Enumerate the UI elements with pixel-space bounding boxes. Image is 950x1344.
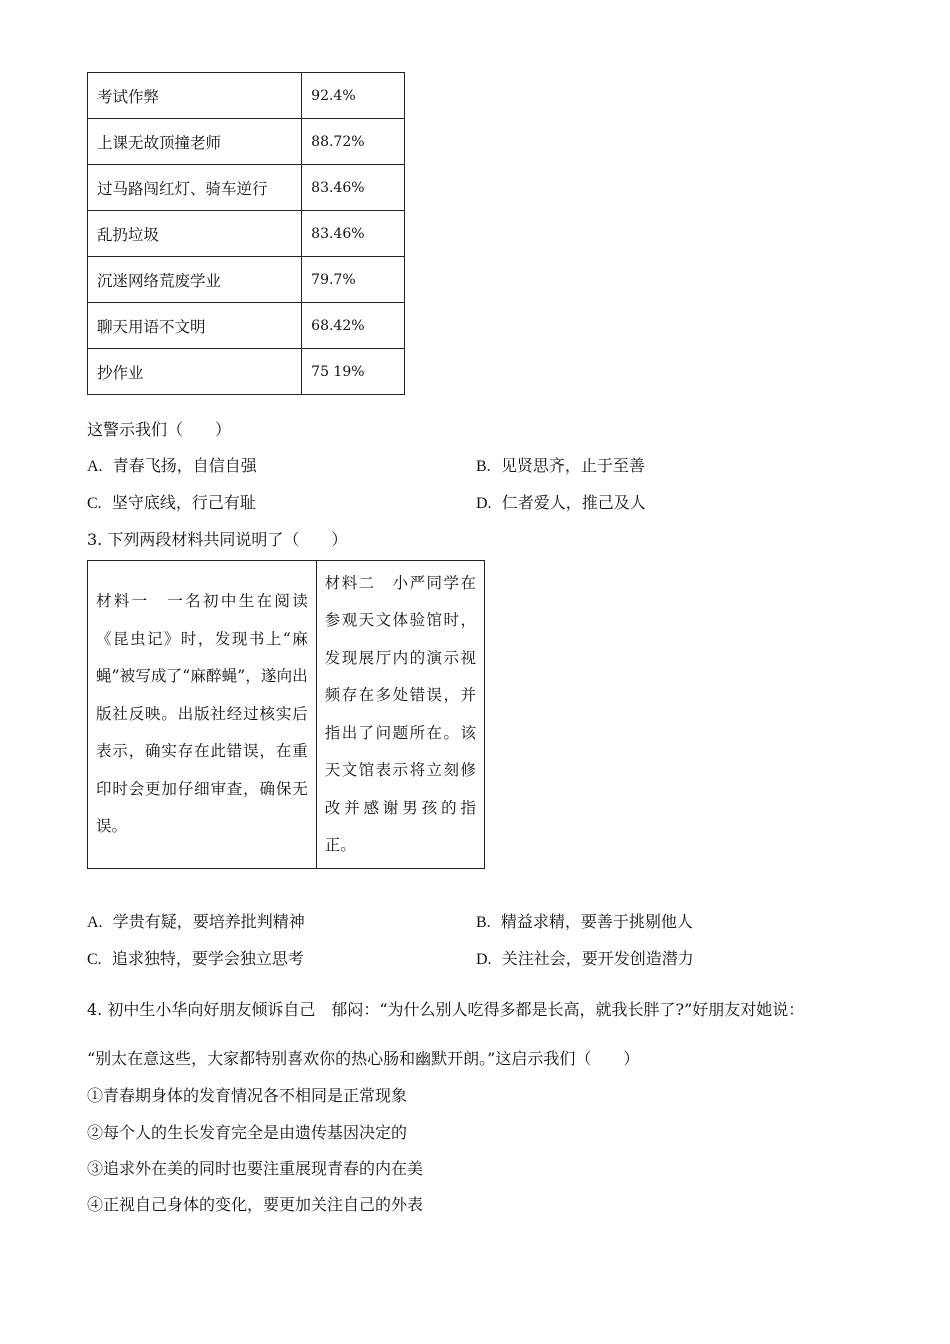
q2-option-c[interactable] [87, 490, 256, 513]
option-text: 学贵有疑，要培养批判精神 [112, 912, 305, 931]
q3-option-c[interactable] [87, 946, 304, 969]
table-row [88, 349, 405, 395]
table-row [88, 303, 405, 349]
survey-table [87, 72, 405, 395]
option-text: 仁者爱人，推己及人 [501, 493, 646, 512]
option-text: 坚守底线，行己有耻 [111, 493, 256, 512]
q4-item-2: ②每个人的生长发育完全是由遗传基因决定的 [87, 1123, 408, 1142]
percent-cell: 83.46% [302, 165, 405, 211]
option-letter: A. [87, 914, 103, 931]
table-row [88, 561, 485, 869]
behavior-cell: 聊天用语不文明 [88, 303, 302, 349]
option-letter: C. [87, 495, 102, 512]
materials-table [87, 560, 485, 869]
table-row [88, 165, 405, 211]
q4-item-3: ③追求外在美的同时也要注重展现青春的内在美 [87, 1159, 424, 1178]
behavior-cell: 抄作业 [88, 349, 302, 395]
behavior-cell: 上课无故顶撞老师 [88, 119, 302, 165]
option-text: 精益求精，要善于挑剔他人 [500, 912, 693, 931]
q4-stem-line2: “别太在意这些，大家都特别喜欢你的热心肠和幽默开朗。”这启示我们（ ） [87, 1049, 640, 1068]
table-row [88, 211, 405, 257]
percent-cell: 68.42% [302, 303, 405, 349]
behavior-cell: 过马路闯红灯、骑车逆行 [88, 165, 302, 211]
q2-option-b[interactable] [476, 453, 645, 476]
q2-option-a[interactable] [87, 453, 257, 476]
q3-stem: 3. 下列两段材料共同说明了（ ） [87, 530, 348, 549]
q3-option-b[interactable] [476, 909, 693, 932]
q4-item-4: ④正视自己身体的变化，要更加关注自己的外表 [87, 1195, 424, 1214]
option-text: 见贤思齐，止于至善 [500, 456, 645, 475]
option-letter: B. [476, 914, 491, 931]
q3-option-d[interactable] [476, 946, 694, 969]
option-letter: D. [476, 951, 492, 968]
behavior-cell: 沉迷网络荒废学业 [88, 257, 302, 303]
table-row [88, 119, 405, 165]
percent-cell: 75 19% [302, 349, 405, 395]
option-letter: B. [476, 458, 491, 475]
option-text: 青春飞扬，自信自强 [112, 456, 257, 475]
behavior-cell: 考试作弊 [88, 73, 302, 119]
table-row [88, 257, 405, 303]
option-letter: D. [476, 495, 492, 512]
option-letter: C. [87, 951, 102, 968]
material-two: 材料二 小严同学在参观天文体验馆时，发现展厅内的演示视频存在多处错误，并指出了问题所在。该天文馆表示将立刻修改并感谢男孩的指正。 [316, 561, 484, 869]
percent-cell: 92.4% [302, 73, 405, 119]
percent-cell: 83.46% [302, 211, 405, 257]
table-row [88, 73, 405, 119]
q3-option-a[interactable] [87, 909, 305, 932]
option-letter: A. [87, 458, 103, 475]
q2-stem: 这警示我们（ ） [87, 420, 232, 439]
option-text: 关注社会，要开发创造潜力 [501, 949, 694, 968]
percent-cell: 88.72% [302, 119, 405, 165]
percent-cell: 79.7% [302, 257, 405, 303]
q4-item-1: ①青春期身体的发育情况各不相同是正常现象 [87, 1086, 408, 1105]
behavior-cell: 乱扔垃圾 [88, 211, 302, 257]
q2-option-d[interactable] [476, 490, 646, 513]
option-text: 追求独特，要学会独立思考 [111, 949, 304, 968]
q4-stem-line1: 4. 初中生小华向好朋友倾诉自己 郁闷：“为什么别人吃得多都是长高，就我长胖了?”好朋友对她说： [87, 1000, 805, 1019]
material-one: 材料一 一名初中生在阅读《昆虫记》时，发现书上“麻蝇”被写成了“麻醉蝇”，遂向出版社反映。出版社经过核实后表示，确实存在此错误，在重印时会更加仔细审查，确保无误。 [88, 561, 317, 869]
